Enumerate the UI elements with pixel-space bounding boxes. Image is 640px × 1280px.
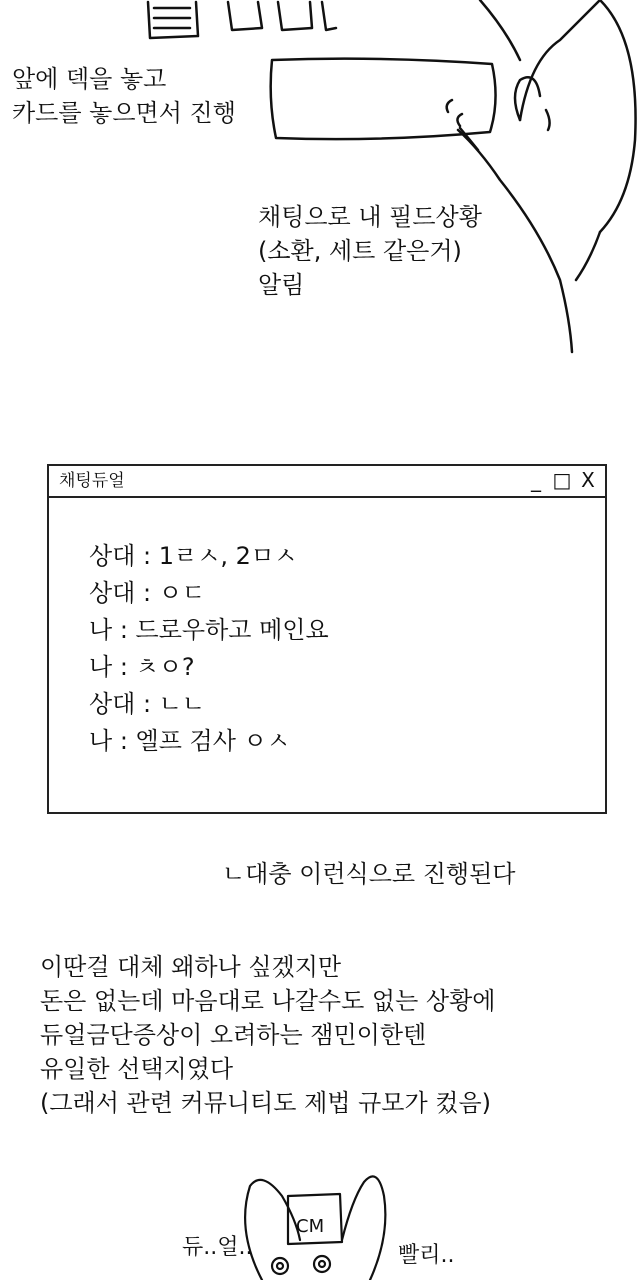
doodle-left-eye: [272, 1258, 288, 1274]
caption-top-line: 앞에 덱을 놓고: [12, 65, 167, 93]
chat-message: 상대 : ㄴㄴ: [89, 690, 206, 718]
field-card-sketch-1: [228, 2, 262, 30]
field-card-sketch-3: [322, 2, 336, 30]
chat-message: 나 : ㅊㅇ?: [89, 653, 195, 681]
close-button[interactable]: X: [581, 468, 595, 492]
maximize-button[interactable]: □: [552, 468, 572, 492]
caption-bottom: [40, 950, 495, 1120]
caption-bottom-line: 듀얼금단증상이 오려하는 잼민이한텐: [40, 1021, 427, 1049]
caption-chat-line: (소환, 세트 같은거): [258, 237, 462, 265]
caption-top: [12, 62, 236, 130]
chat-log: [89, 538, 329, 760]
chat-window: [47, 464, 607, 814]
doodle-right-eye: [314, 1256, 330, 1272]
chat-message: 상대 : ㅇㄷ: [89, 579, 206, 607]
caption-chat-line: 알림: [258, 271, 305, 299]
caption-chat-line: 채팅으로 내 필드상황: [258, 203, 482, 231]
caption-progress: ㄴ대충 이런식으로 진행된다: [222, 860, 516, 888]
field-card-sketch-2: [278, 2, 312, 30]
caption-bottom-line: 돈은 없는데 마음대로 나갈수도 없는 상황에: [40, 987, 496, 1015]
chat-window-title: 채팅듀얼: [59, 471, 125, 491]
doodle-right-text: 빨리..: [398, 1243, 455, 1268]
caption-bottom-line: 이딴걸 대체 왜하나 싶겠지만: [40, 953, 342, 981]
chat-message: 나 : 엘프 검사 ㅇㅅ: [89, 727, 290, 755]
doodle-left-text: 듀..얼..: [182, 1235, 253, 1260]
chat-message: 상대 : 1ㄹㅅ, 2ㅁㅅ: [89, 542, 298, 570]
chat-message: 나 : 드로우하고 메인요: [89, 616, 329, 644]
caption-bottom-line: (그래서 관련 커뮤니티도 제법 규모가 컸음): [40, 1089, 491, 1117]
caption-top-line: 카드를 놓으면서 진행: [12, 99, 236, 127]
chat-window-titlebar: [49, 466, 605, 498]
caption-bottom-line: 유일한 선택지였다: [40, 1055, 234, 1083]
doodle-hat-text: CM: [296, 1216, 325, 1237]
minimize-button[interactable]: _: [531, 468, 541, 492]
deck-sketch: [271, 59, 496, 139]
doodle-right-ear: [342, 1176, 385, 1280]
caption-chat-notice: [258, 200, 482, 302]
